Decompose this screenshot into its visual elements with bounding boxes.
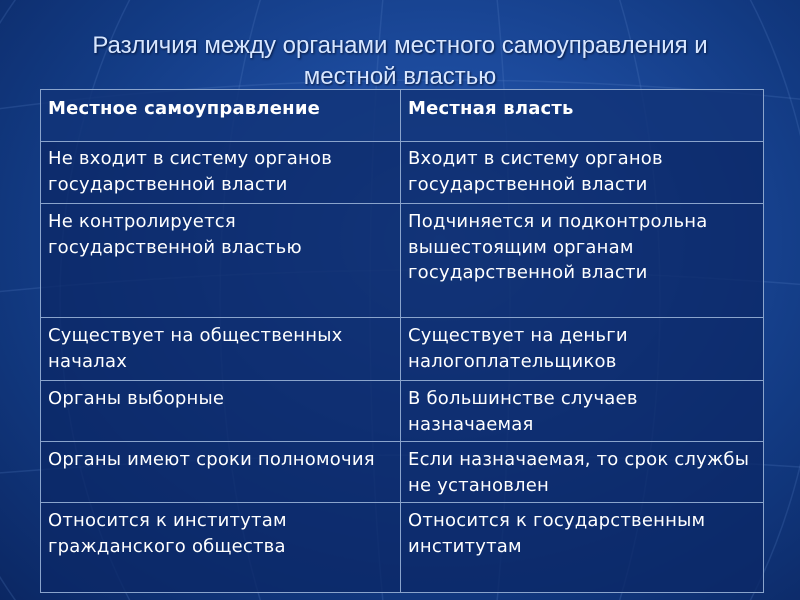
- header-local-authority: Местная власть: [401, 90, 764, 142]
- slide-title-line-2: местной властью: [303, 63, 497, 90]
- table-cell-self-government: Органы имеют сроки полномочия: [41, 442, 401, 503]
- table-cell-self-government: Не входит в систему органов государственной власти: [41, 142, 401, 204]
- slide-title-line-1: Различия между органами местного самоуправления и: [92, 32, 708, 59]
- table-row: [41, 503, 764, 593]
- table-cell-authority: Относится к государственным институтам: [401, 503, 764, 593]
- table-row: [41, 142, 764, 204]
- table-header-row: [41, 90, 764, 142]
- table-row: [41, 204, 764, 318]
- table-cell-authority: Подчиняется и подконтрольна вышестоящим органам государственной власти: [401, 204, 764, 318]
- comparison-table: [40, 89, 764, 593]
- table-cell-authority: Существует на деньги налогоплательщиков: [401, 318, 764, 381]
- header-local-self-government: Местное самоуправление: [41, 90, 401, 142]
- table-row: [41, 381, 764, 442]
- table-cell-self-government: Органы выборные: [41, 381, 401, 442]
- table-row: [41, 442, 764, 503]
- table-cell-authority: Если назначаемая, то срок службы не установлен: [401, 442, 764, 503]
- table-cell-authority: В большинстве случаев назначаемая: [401, 381, 764, 442]
- table-row: [41, 318, 764, 381]
- table-cell-self-government: Существует на общественных началах: [41, 318, 401, 381]
- table-cell-self-government: Не контролируется государственной властью: [41, 204, 401, 318]
- slide-title: [0, 30, 800, 92]
- table-cell-self-government: Относится к институтам гражданского общества: [41, 503, 401, 593]
- table-cell-authority: Входит в систему органов государственной власти: [401, 142, 764, 204]
